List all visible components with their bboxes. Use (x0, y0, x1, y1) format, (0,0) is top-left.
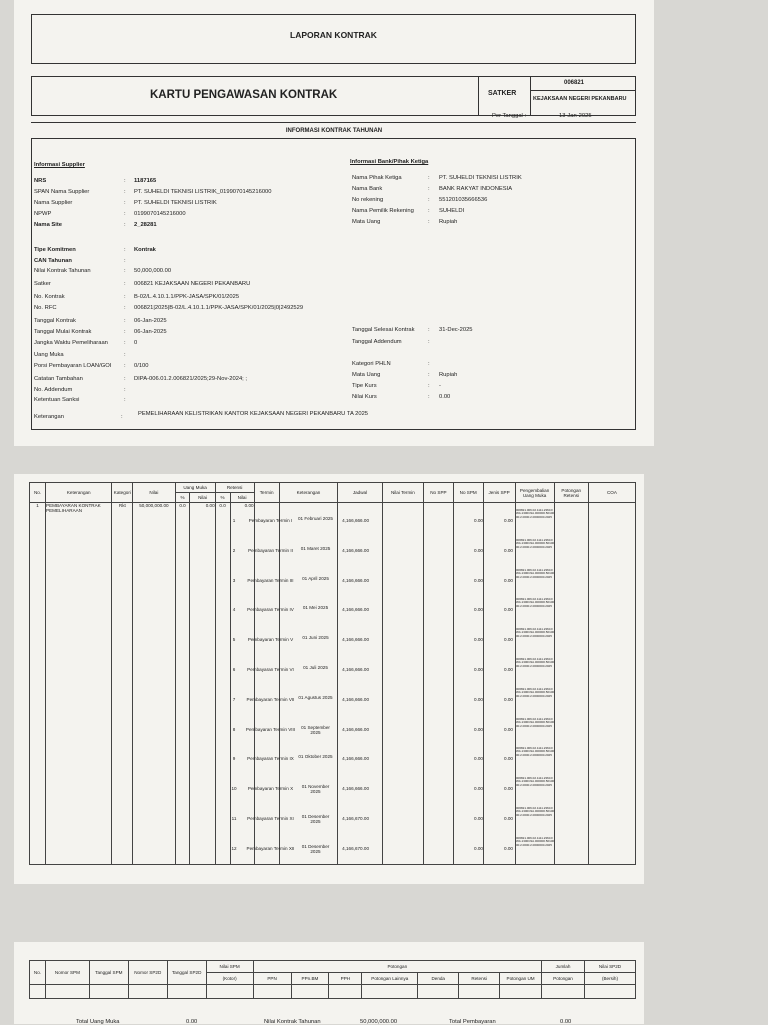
kontrak-value: B-02/L.4.10.1.1/PPK-JASA/SPK/01/2025 (134, 294, 240, 300)
termin-keterangan: Pembayaran Termin I (248, 518, 293, 523)
kontrak-colon: : (124, 294, 126, 300)
termin-number: 4 (232, 607, 236, 612)
kontrak-right-label: Nilai Kurs (352, 394, 377, 400)
kontrak-colon: : (124, 258, 126, 264)
termin-jadwal: 01 Maret 2025 (300, 546, 331, 551)
termin-keterangan: Pembayaran Termin XI (247, 816, 294, 821)
termin-keterangan: Pembayaran Termin III (247, 578, 294, 583)
keterangan-label: Keterangan (34, 414, 64, 420)
kontrak-colon: : (124, 281, 126, 287)
termin-pengembalian: 0.00 (474, 518, 483, 523)
satker-label: SATKER (488, 90, 517, 97)
termin-number: 7 (232, 697, 236, 702)
per-tanggal-label: Per Tanggal : (492, 113, 527, 119)
item-no: 1 (30, 503, 46, 865)
termin-coa: 006821.006.02.1111.2360.FWA.1300C9A.000000.5010000.2.0000.2.0000000.2025 (516, 597, 555, 608)
th-no-spm: No SPM (453, 483, 483, 503)
th-no: No. (30, 483, 46, 503)
termin-nilai: 4,166,666.00 (342, 607, 369, 612)
kontrak-label: No. Kontrak (34, 294, 65, 300)
kontrak-colon: : (124, 363, 126, 369)
kontrak-label: Porsi Pembayaran LOAN/GOI (34, 363, 112, 369)
termin-pengembalian: 0.00 (474, 756, 483, 761)
termin-coa: 006821.006.02.1111.2360.FWA.1300C9A.000000.5010000.2.0000.2.0000000.2025 (516, 717, 555, 728)
spm-th-jumlah-potongan: Potongan (542, 973, 585, 985)
termin-number: 2 (232, 548, 236, 553)
kontrak-value: 006821 KEJAKSAAN NEGERI PEKANBARU (134, 281, 251, 287)
termin-jadwal: 01 Desember 2025 (301, 844, 330, 854)
kontrak-right-colon: : (428, 327, 430, 333)
supplier-value: PT. SUHELDI TEKNISI LISTRIK (134, 200, 217, 206)
termin-potongan: 0.00 (504, 816, 513, 821)
th-um-nilai: Nilai (190, 493, 215, 503)
nilai-kontrak-value: 50,000,000.00 (360, 1019, 398, 1025)
kontrak-right-value: - (439, 383, 441, 389)
kontrak-label: Tipe Komitmen (34, 247, 76, 253)
kontrak-colon: : (124, 397, 126, 403)
th-no-spp: No SPP (424, 483, 454, 503)
termin-keterangan: Pembayaran Termin II (248, 548, 293, 553)
supplier-label: Nama Supplier (34, 200, 73, 206)
spm-table (29, 960, 636, 999)
spm-th-potongan-lainnya: Potongan Lainnya (362, 973, 418, 985)
bank-label: Nama Pemilik Rekening (352, 208, 414, 214)
kontrak-label: Ketentuan Sanksi (34, 397, 80, 403)
termin-pengembalian: 0.00 (474, 548, 483, 553)
termin-jadwal: 01 Desember 2025 (301, 814, 330, 824)
kontrak-right-colon: : (428, 372, 430, 378)
item-ret-nilai: 0.00 (230, 503, 254, 865)
termin-keterangan: Pembayaran Termin XII (246, 846, 295, 851)
spm-th-nilai-spm: Nilai SPM (206, 961, 253, 973)
keterangan-colon: : (121, 414, 123, 420)
item-ret-pct: 0.0 (215, 503, 230, 865)
kontrak-colon: : (124, 352, 126, 358)
kontrak-right-label: Kategori PHLN (352, 361, 391, 367)
th-jadwal: Jadwal (338, 483, 383, 503)
termin-coa: 006821.006.02.1111.2360.FWA.1300C9A.000000.5010000.2.0000.2.0000000.2025 (516, 508, 555, 519)
table-row (30, 985, 636, 999)
termin-number: 8 (232, 727, 236, 732)
termin-coa: 006821.006.02.1111.2360.FWA.1300C9A.000000.5010000.2.0000.2.0000000.2025 (516, 776, 555, 787)
page-two (14, 474, 644, 884)
kontrak-right-colon: : (428, 394, 430, 400)
th-kategori: Kategori (112, 483, 133, 503)
spm-th-tanggal-spm: Tanggal SPM (89, 961, 128, 985)
kontrak-right-colon: : (428, 383, 430, 389)
kontrak-right-colon: : (428, 339, 430, 345)
termin-potongan: 0.00 (504, 846, 513, 851)
kontrak-colon: : (124, 247, 126, 253)
page-one (14, 0, 654, 446)
kontrak-right-label: Tanggal Addendum (352, 339, 402, 345)
termin-number: 10 (231, 786, 237, 791)
termin-potongan: 0.00 (504, 697, 513, 702)
termin-nilai: 4,166,666.00 (342, 518, 369, 523)
supplier-colon: : (124, 189, 126, 195)
kontrak-label: No. Addendum (34, 387, 73, 393)
termin-nilai: 4,166,666.00 (342, 786, 369, 791)
termin-number: 5 (232, 637, 236, 642)
th-nilai: Nilai (133, 483, 175, 503)
spm-th-denda: Denda (418, 973, 459, 985)
termin-keterangan: Pembayaran Termin V (247, 637, 294, 642)
kontrak-value: 0/100 (134, 363, 149, 369)
termin-pengembalian: 0.00 (474, 846, 483, 851)
item-nilai: 50,000,000.00 (133, 503, 175, 865)
th-keterangan: Keterangan (46, 483, 112, 503)
termin-jadwal: 01 Februari 2025 (298, 516, 333, 521)
termin-potongan: 0.00 (504, 727, 513, 732)
termin-jadwal: 01 September 2025 (301, 725, 330, 735)
total-pembayaran-value: 0.00 (560, 1019, 572, 1025)
kontrak-right-label: Tanggal Selesai Kontrak (352, 327, 415, 333)
section-title: INFORMASI KONTRAK TAHUNAN (285, 128, 383, 134)
termin-number: 6 (232, 667, 236, 672)
kontrak-colon: : (124, 268, 126, 274)
termin-potongan: 0.00 (504, 548, 513, 553)
termin-keterangan: Pembayaran Termin IV (247, 607, 294, 612)
kontrak-colon: : (124, 387, 126, 393)
termin-nilai: 4,166,666.00 (342, 637, 369, 642)
bank-colon: : (428, 208, 430, 214)
spm-th-jumlah: Jumlah (542, 961, 585, 973)
termin-potongan: 0.00 (504, 667, 513, 672)
bank-value: BANK RAKYAT INDONESIA (439, 186, 513, 192)
item-um-pct: 0.0 (175, 503, 190, 865)
kontrak-label: Uang Muka (34, 352, 64, 358)
kontrak-label: Catatan Tambahan (34, 376, 83, 382)
termin-coa: 006821.006.02.1111.2360.FWA.1300C9A.000000.5010000.2.0000.2.0000000.2025 (516, 568, 555, 579)
th-retensi: Retensi (215, 483, 254, 493)
th-jenis-spp: Jenis SPP (483, 483, 515, 503)
th-termin: Termin (254, 483, 279, 503)
satker-code: 006821 (564, 80, 585, 86)
per-tanggal-value: 13-Jan-2025 (559, 113, 592, 119)
bank-heading: Informasi Bank/Pihak Ketiga (350, 159, 429, 165)
th-keterangan-termin: Keterangan (279, 483, 337, 503)
th-coa: COA (588, 483, 635, 503)
th-uang-muka: Uang Muka (175, 483, 215, 493)
termin-jadwal: 01 Mei 2025 (302, 605, 329, 610)
spm-th-nomor-sp2d: Nomor SP2D (128, 961, 167, 985)
termin-nilai: 4,166,666.00 (342, 578, 369, 583)
item-keterangan: PEMBAYARAN KONTRAK PEMELIHARAAN (46, 503, 112, 865)
kontrak-right-label: Mata Uang (352, 372, 381, 378)
supplier-value: 0199070145216000 (134, 211, 186, 217)
termin-coa: 006821.006.02.1111.2360.FWA.1300C9A.000000.5010000.2.0000.2.0000000.2025 (516, 657, 555, 668)
termin-coa: 006821.006.02.1111.2360.FWA.1300C9A.000000.5010000.2.0000.2.0000000.2025 (516, 806, 555, 817)
termin-number: 1 (232, 518, 236, 523)
kontrak-label: Tanggal Mulai Kontrak (34, 329, 92, 335)
kontrak-label: Nilai Kontrak Tahunan (34, 268, 91, 274)
termin-jadwal: 01 Juli 2025 (303, 665, 328, 670)
item-um-nilai: 0.00 (190, 503, 215, 865)
laporan-title-box (31, 14, 636, 64)
termin-nilai: 4,166,666.00 (342, 756, 369, 761)
termin-coa: 006821.006.02.1111.2360.FWA.1300C9A.000000.5010000.2.0000.2.0000000.2025 (516, 687, 555, 698)
termin-pengembalian: 0.00 (474, 578, 483, 583)
termin-jadwal: 01 April 2025 (302, 576, 329, 581)
kontrak-right-colon: : (428, 361, 430, 367)
kontrak-value: 06-Jan-2025 (134, 318, 167, 324)
termin-pengembalian: 0.00 (474, 816, 483, 821)
spm-th-retensi: Retensi (459, 973, 500, 985)
supplier-value: 1187165 (134, 178, 157, 184)
bank-value: PT. SUHELDI TEKNISI LISTRIK (439, 175, 522, 181)
nilai-kontrak-label: Nilai Kontrak Tahunan (264, 1019, 321, 1025)
kontrak-colon: : (124, 318, 126, 324)
bank-value: SUHELDI (439, 208, 465, 214)
termin-potongan: 0.00 (504, 578, 513, 583)
termin-pengembalian: 0.00 (474, 607, 483, 612)
bank-label: Nama Bank (352, 186, 383, 192)
termin-pengembalian: 0.00 (474, 637, 483, 642)
th-ret-pct: % (215, 493, 230, 503)
kontrak-colon: : (124, 329, 126, 335)
termin-coa: 006821.006.02.1111.2360.FWA.1300C9A.000000.5010000.2.0000.2.0000000.2025 (516, 836, 555, 847)
termin-potongan: 0.00 (504, 756, 513, 761)
supplier-heading: Informasi Supplier (34, 162, 85, 168)
info-frame (31, 138, 636, 430)
bank-colon: : (428, 175, 430, 181)
kontrak-value: 006821|2025|B-02/L.4.10.1.1/PPK-JASA/SPK/01/2025|0|2492529 (134, 305, 304, 311)
total-uang-muka-value: 0.00 (186, 1019, 198, 1025)
th-um-pct: % (175, 493, 190, 503)
termin-number: 11 (231, 816, 237, 821)
spm-th-pph: PPH (329, 973, 362, 985)
bank-value: 551201035666536 (439, 197, 488, 203)
kontrak-right-value: 31-Dec-2025 (439, 327, 473, 333)
bank-colon: : (428, 219, 430, 225)
total-pembayaran-label: Total Pembayaran (449, 1019, 496, 1025)
termin-keterangan: Pembayaran Termin VII (246, 697, 295, 702)
termin-pengembalian: 0.00 (474, 786, 483, 791)
termin-jadwal: 01 Juni 2025 (302, 635, 329, 640)
kontrak-label: No. RFC (34, 305, 57, 311)
kontrak-value: 06-Jan-2025 (134, 329, 167, 335)
supplier-label: SPAN Nama Supplier (34, 189, 90, 195)
kontrak-label: CAN Tahunan (34, 258, 72, 264)
supplier-colon: : (124, 211, 126, 217)
bank-label: Mata Uang (352, 219, 381, 225)
page-three (14, 942, 644, 1024)
laporan-title: LAPORAN KONTRAK (290, 30, 377, 40)
th-pengembalian: Pengembalian Uang Muka (515, 483, 554, 503)
termin-nilai: 4,166,666.00 (342, 697, 369, 702)
th-ret-nilai: Nilai (230, 493, 254, 503)
supplier-value: 2_28281 (134, 222, 157, 228)
kartu-title: KARTU PENGAWASAN KONTRAK (150, 89, 338, 101)
bank-label: No rekening (352, 197, 384, 203)
kontrak-colon: : (124, 305, 126, 311)
keterangan-value: PEMELIHARAAN KELISTRIKAN KANTOR KEJAKSAAN NEGERI PEKANBARU TA 2025 (138, 411, 369, 417)
termin-jadwal: 01 November 2025 (301, 784, 330, 794)
kontrak-right-value: 0.00 (439, 394, 451, 400)
termin-potongan: 0.00 (504, 518, 513, 523)
bank-colon: : (428, 186, 430, 192)
kontrak-right-label: Tipe Kurs (352, 383, 377, 389)
th-potongan: Potongan Retensi (554, 483, 588, 503)
spm-th-kotor: (Kotor) (206, 973, 253, 985)
termin-pengembalian: 0.00 (474, 697, 483, 702)
spm-th-bersih: (Bersih) (584, 973, 635, 985)
item-kategori: Rkt (112, 503, 133, 865)
termin-keterangan: Pembayaran Termin VI (247, 667, 294, 672)
supplier-colon: : (124, 200, 126, 206)
supplier-label: NPWP (34, 211, 52, 217)
bank-colon: : (428, 197, 430, 203)
kontrak-value: Kontrak (134, 247, 156, 253)
termin-number: 3 (232, 578, 236, 583)
kontrak-label: Tanggal Kontrak (34, 318, 76, 324)
satker-name: KEJAKSAAN NEGERI PEKANBARU (533, 96, 627, 102)
spm-th-ppn: PPN (253, 973, 291, 985)
supplier-colon: : (124, 222, 126, 228)
termin-jadwal: 01 Oktober 2025 (298, 754, 333, 759)
bank-value: Rupiah (439, 219, 458, 225)
total-uang-muka-label: Total Uang Muka (76, 1019, 120, 1025)
termin-keterangan: Pembayaran Termin IX (247, 756, 294, 761)
termin-nilai: 4,166,670.00 (342, 816, 369, 821)
bank-label: Nama Pihak Ketiga (352, 175, 402, 181)
supplier-label: Nama Site (34, 222, 63, 228)
termin-pengembalian: 0.00 (474, 727, 483, 732)
supplier-value: PT. SUHELDI TEKNISI LISTRIK_0199070145216000 (134, 189, 272, 195)
termin-jadwal: 01 Agustus 2025 (298, 695, 333, 700)
termin-pengembalian: 0.00 (474, 667, 483, 672)
kontrak-colon: : (124, 376, 126, 382)
kartu-header-box (31, 76, 636, 116)
termin-nilai: 4,166,670.00 (342, 846, 369, 851)
supplier-colon: : (124, 178, 126, 184)
termin-number: 9 (232, 756, 236, 761)
termin-number: 12 (231, 846, 237, 851)
termin-nilai: 4,166,666.00 (342, 727, 369, 732)
termin-keterangan: Pembayaran Termin X (247, 786, 294, 791)
supplier-label: NRS (34, 178, 47, 184)
termin-coa: 006821.006.02.1111.2360.FWA.1300C9A.000000.5010000.2.0000.2.0000000.2025 (516, 538, 555, 549)
kontrak-right-value: Rupiah (439, 372, 458, 378)
kontrak-value: 50,000,000.00 (134, 268, 172, 274)
kontrak-value: DIPA-006.01.2.006821/2025;29-Nov-2024; ; (134, 376, 248, 382)
termin-coa: 006821.006.02.1111.2360.FWA.1300C9A.000000.5010000.2.0000.2.0000000.2025 (516, 627, 555, 638)
spm-th-potongan-um: Potongan UM (500, 973, 542, 985)
termin-potongan: 0.00 (504, 786, 513, 791)
spm-th-ppnbm: PPn.BM (291, 973, 329, 985)
kontrak-colon: : (124, 340, 126, 346)
spm-th-tanggal-sp2d: Tanggal SP2D (167, 961, 206, 985)
termin-potongan: 0.00 (504, 607, 513, 612)
th-nilai-termin: Nilai Termin (382, 483, 423, 503)
kontrak-label: Satker (34, 281, 51, 287)
spm-th-nomor-spm: Nomor SPM (45, 961, 89, 985)
spm-th-potongan: Potongan (253, 961, 541, 973)
termin-potongan: 0.00 (504, 637, 513, 642)
termin-keterangan: Pembayaran Termin VIII (245, 727, 296, 732)
spm-th-no: No. (30, 961, 46, 985)
spm-th-nilai-sp2d: Nilai SP2D (584, 961, 635, 973)
kontrak-value: 0 (134, 340, 138, 346)
kontrak-label: Jangka Waktu Pemeliharaan (34, 340, 108, 346)
termin-nilai: 4,166,666.00 (342, 548, 369, 553)
termin-nilai: 4,166,666.00 (342, 667, 369, 672)
termin-coa: 006821.006.02.1111.2360.FWA.1300C9A.000000.5010000.2.0000.2.0000000.2025 (516, 746, 555, 757)
